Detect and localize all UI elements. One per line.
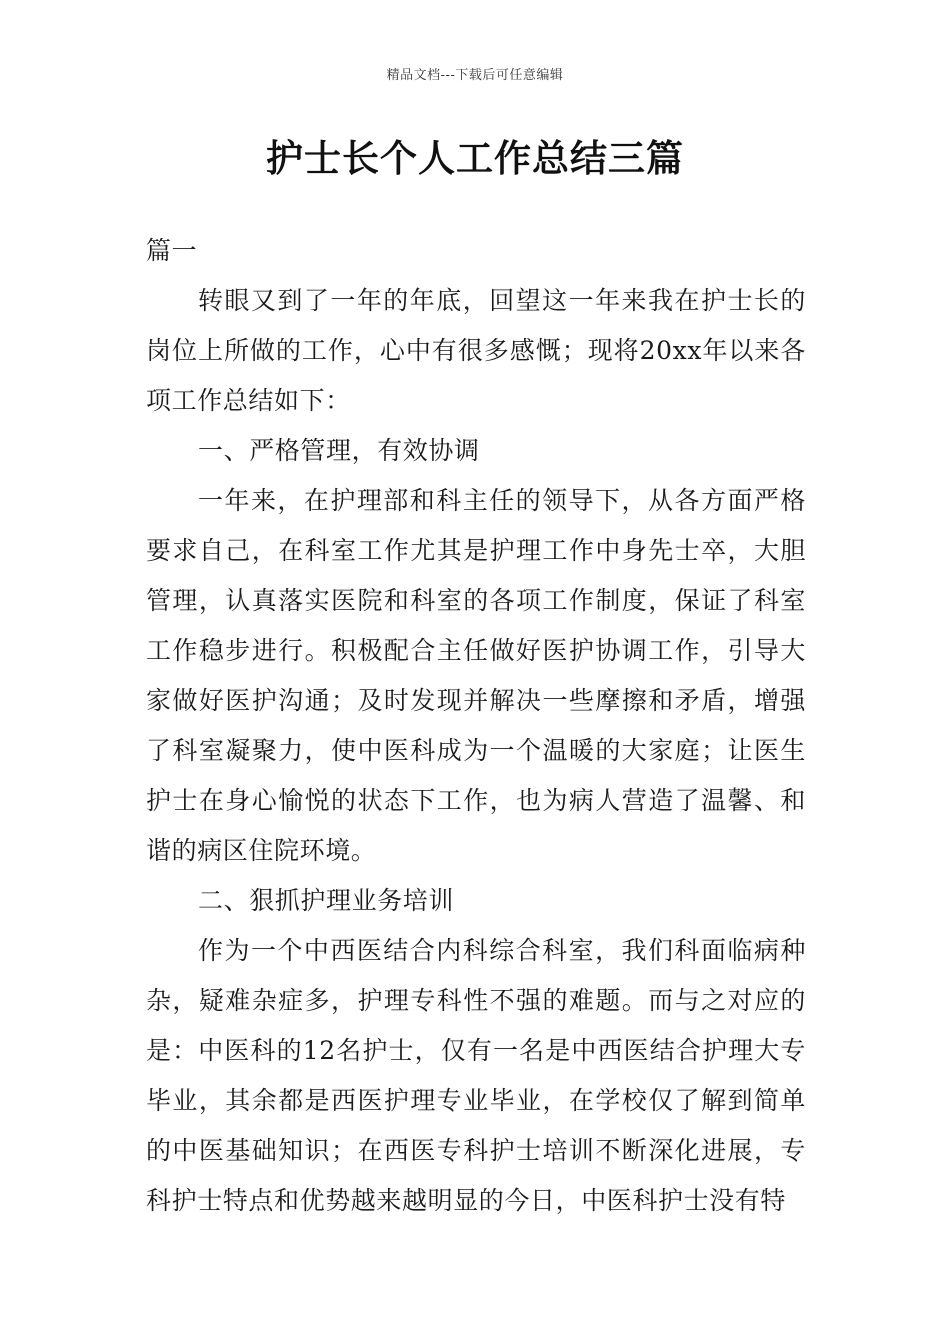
paragraph-intro: 转眼又到了一年的年底，回望这一年来我在护士长的岗位上所做的工作，心中有很多感慨；现将20xx年以来各项工作总结如下：	[146, 286, 806, 415]
paragraph-section-1: 一年来，在护理部和科主任的领导下，从各方面严格要求自己，在科室工作尤其是护理工作中身先士卒，大胆管理，认真落实医院和科室的各项工作制度，保证了科室工作稳步进行。积极配合主任做好医护协调工作，引导大家做好医护沟通；及时发现并解决一些摩擦和矛盾，增强了科室凝聚力，使中医科成为一个温暖的大家庭；让医生护士在身心愉悦的状态下工作，也为病人营造了温馨、和谐的病区住院环境。	[146, 486, 806, 865]
heading-section-1: 一、严格管理，有效协调	[198, 436, 480, 465]
paragraph-section-2: 作为一个中西医结合内科综合科室，我们科面临病种杂，疑难杂症多，护理专科性不强的难题。而与之对应的是：中医科的12名护士，仅有一名是中西医结合护理大专毕业，其余都是西医护理专业毕业，在学校仅了解到简单的中医基础知识；在西医专科护士培训不断深化进展，专科护士特点和优势越来越明显的今日，中医科护士没有特	[146, 936, 806, 1215]
heading-section-2: 二、狠抓护理业务培训	[198, 886, 455, 915]
document-title: 护士长个人工作总结三篇	[266, 136, 684, 180]
section-label: 篇一	[146, 236, 198, 265]
header-note: 精品文档---下载后可任意编辑	[386, 68, 564, 83]
document-body	[146, 226, 806, 1226]
